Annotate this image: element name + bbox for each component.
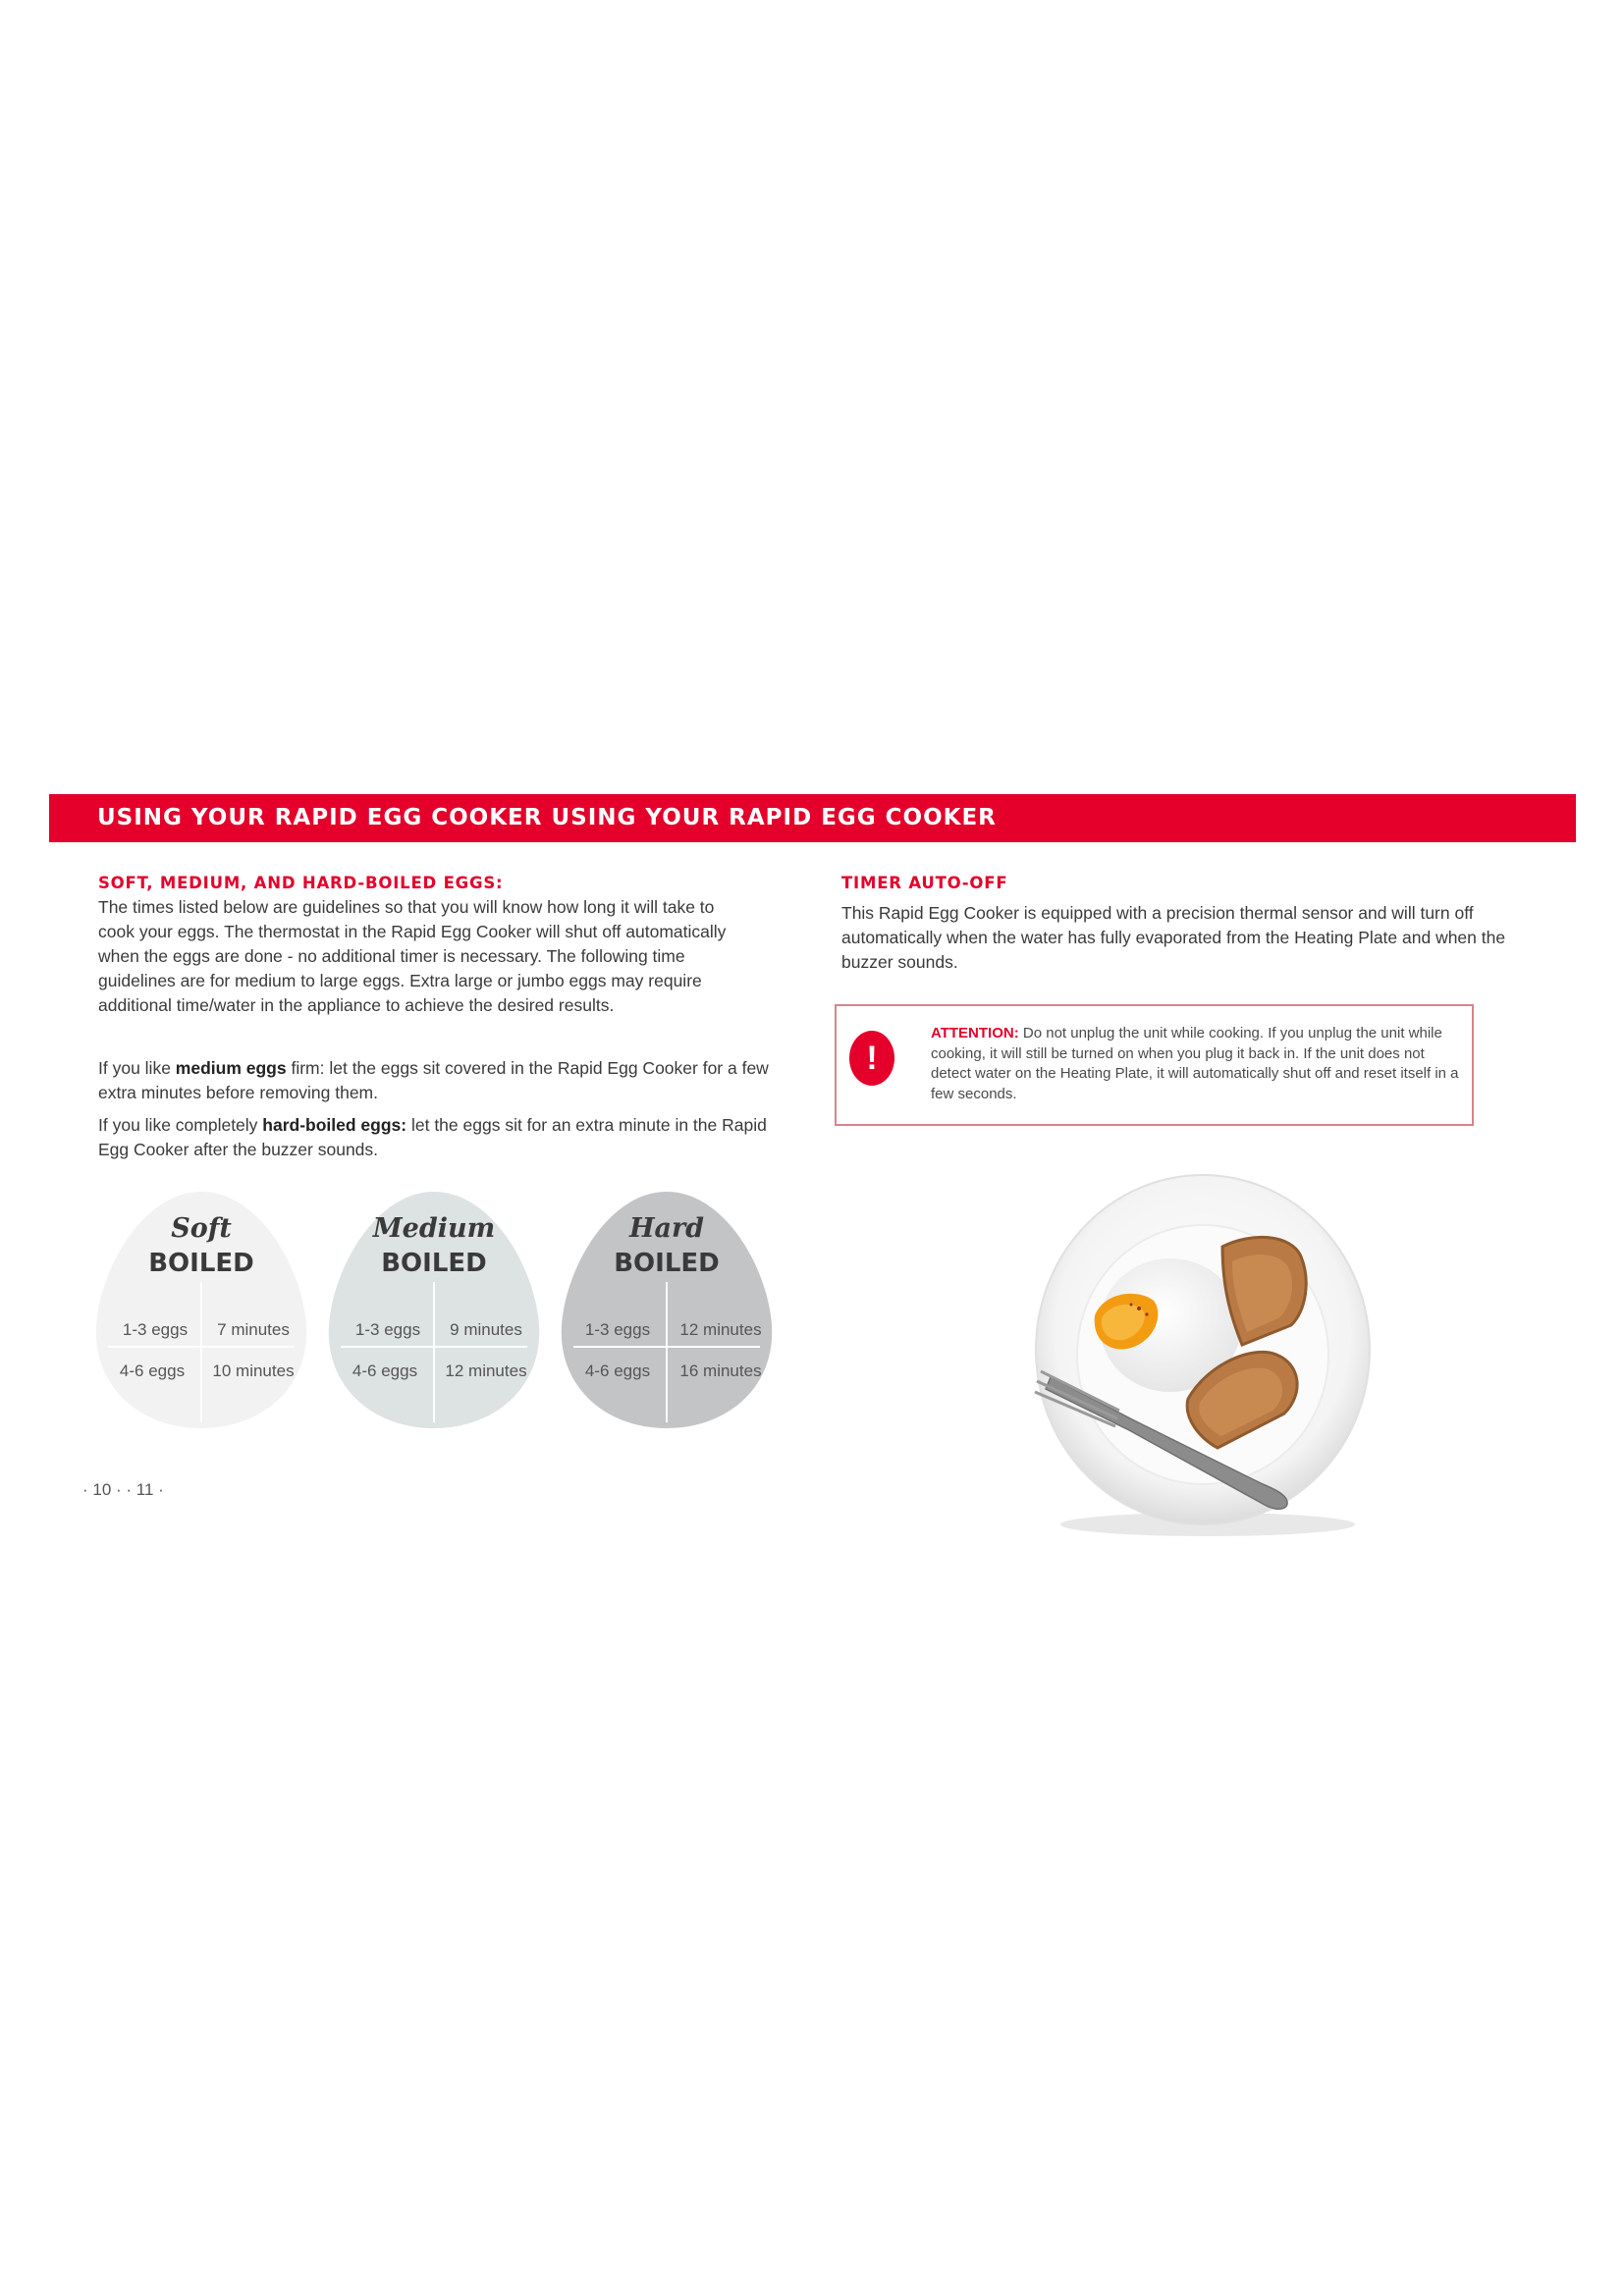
medium-time-2: 12 minutes <box>445 1362 527 1380</box>
medium-count-1: 1-3 eggs <box>354 1320 421 1339</box>
egg-label-hard: Hard <box>628 1213 705 1244</box>
eggs-intro: The times listed below are guidelines so that you will know how long it will take to cook your eggs. The thermostat in the Rapid Egg Cooker will shut off automatically when the eggs are done - no additional timer is necessary. The following time guidelines are for medium to large eggs. Extra large or jumbo eggs may require additional time/water in the appliance to achieve the desired results. <box>98 897 727 1015</box>
medium-eggs-term: medium eggs <box>175 1058 287 1078</box>
attention-callout <box>835 1004 1474 1126</box>
egg-word-medium: BOILED <box>381 1249 487 1278</box>
attention-text: ATTENTION: Do not unplug the unit while cooking. If you unplug the unit while cooking, it will still be turned on when you plug it back in. If the unit does not detect water on the Heating Plate, it will automatically shut off and reset itself in a few seconds. <box>931 1025 1459 1102</box>
hard-boiled-term: hard-boiled eggs: <box>262 1115 407 1135</box>
soft-time-1: 7 minutes <box>217 1320 290 1339</box>
egg-chart-soft <box>92 1190 310 1430</box>
egg-toast-plate-illustration <box>1021 1153 1389 1546</box>
medium-time-1: 9 minutes <box>450 1320 522 1339</box>
hard-count-1: 1-3 eggs <box>584 1320 651 1339</box>
timer-body: This Rapid Egg Cooker is equipped with a precision thermal sensor and will turn off automatically when the water has fully evaporated from the Heating Plate and when the buzzer sounds. <box>841 903 1506 972</box>
egg-word-hard: BOILED <box>614 1249 720 1278</box>
egg-label-soft: Soft <box>171 1213 232 1244</box>
medium-count-2: 4-6 eggs <box>352 1362 418 1380</box>
soft-time-2: 10 minutes <box>212 1362 295 1380</box>
section-title: USING YOUR RAPID EGG COOKER USING YOUR RAPID EGG COOKER <box>97 805 997 830</box>
egg-chart-medium <box>325 1190 543 1430</box>
exclamation-icon: ! <box>849 1031 894 1086</box>
eggs-heading: SOFT, MEDIUM, AND HARD-BOILED EGGS: <box>98 874 504 892</box>
egg-label-medium: Medium <box>372 1213 496 1244</box>
hard-boiled-paragraph: If you like completely hard-boiled eggs: let the eggs sit for an extra minute in the Rapid Egg Cooker after the buzzer sounds. <box>98 1115 767 1159</box>
medium-eggs-paragraph: If you like medium eggs firm: let the eggs sit covered in the Rapid Egg Cooker for a few extra minutes before removing them. <box>98 1058 769 1102</box>
hard-time-2: 16 minutes <box>679 1362 762 1380</box>
attention-label: ATTENTION: <box>931 1025 1019 1041</box>
egg-chart-hard <box>558 1190 776 1430</box>
soft-count-1: 1-3 eggs <box>122 1320 189 1339</box>
food-photo <box>1021 1153 1389 1546</box>
egg-word-soft: BOILED <box>148 1249 254 1278</box>
hard-time-1: 12 minutes <box>679 1320 762 1339</box>
hard-count-2: 4-6 eggs <box>584 1362 651 1380</box>
timer-heading: TIMER AUTO-OFF <box>841 874 1008 892</box>
page-number: · 10 · · 11 · <box>82 1480 164 1499</box>
section-banner <box>49 794 1576 842</box>
soft-count-2: 4-6 eggs <box>119 1362 186 1380</box>
